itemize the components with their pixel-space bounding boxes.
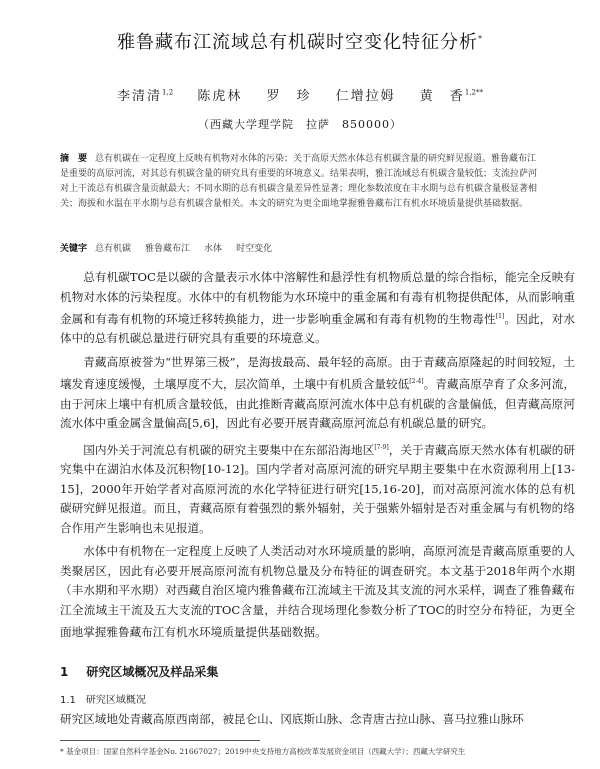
footnote-divider — [60, 740, 260, 741]
author: 陈虎林 — [197, 89, 243, 104]
title-footnote-mark: * — [478, 34, 483, 43]
author: 黄 香$^{1,2**}$ — [419, 88, 483, 104]
footnote: * 基金项目：国家自然科学基金No. 21667027；2019中央支持地方高校改革发展资金项目（西藏大学）；西藏大学研究生 — [60, 747, 466, 756]
paragraph: 国内外关于河流总有机碳的研究主要集中在东部沿海地区[7-9]，关于青藏高原天然水体有机碳的研究集中在湖泊水体及沉积物[10-12]。国内学者对高原河流的研究早期主要集中在水资源利用上[13-15]，2000年开始学者对高原河流的水化学特征进行研究[15,16-20]，而对高原河流水体的总有机碳研究鲜见报道。而且，青藏高原有着强烈的紫外辐射，关于强紫外辐射是否对重金属与有机物的络合作用产生影响也未见报道。 — [60, 442, 575, 535]
citation: [7-9] — [374, 443, 389, 451]
paper-title-text: 雅鲁藏布江流域总有机碳时空变化特征分析 — [117, 32, 478, 53]
author: 仁增拉姆 — [335, 89, 396, 104]
subsection-title: 研究区域概况 — [85, 695, 146, 706]
body-text — [60, 268, 575, 646]
body-last-line: 研究区域地处青藏高原西南部，被昆仑山、冈底斯山脉、念青唐古拉山脉、喜马拉雅山脉环 — [60, 712, 524, 726]
section-title: 研究区域概况及样品采集 — [86, 665, 219, 679]
abstract-text: 总有机碳在一定程度上反映有机物对水体的污染；关于高原天然水体总有机碳含量的研究鲜见报道。雅鲁藏布江是重要的高原河流，对其总有机碳含量的研究具有重要的环境意义。结果表明，雅江流域总有机碳含量较低；支流拉萨河对上干流总有机碳含量贡献最大；不同水期的总有机碳含量差异性显著；理化参数浓度在丰水期与总有机碳含量极显著相关；海拔和水温在平水期与总有机碳含量相关。本文的研究为更全面地掌握雅鲁藏布江有机水环境质量提供基础数据。 — [60, 154, 538, 209]
citation: [2-4] — [409, 378, 424, 386]
paper-title — [0, 28, 600, 54]
subsection-heading — [60, 691, 575, 706]
abstract — [60, 152, 538, 212]
keywords — [60, 242, 538, 257]
author-list — [0, 85, 600, 104]
keyword: 时空变化 — [236, 244, 273, 254]
author: 罗 珍 — [266, 89, 312, 104]
citation: [1] — [495, 313, 505, 320]
paragraph: 总有机碳TOC是以碳的含量表示水体中溶解性和悬浮性有机物质总量的综合指标，能完全反映有机物对水体的污染程度。水体中的有机物能为水环境中的重金属和有毒有机物提供配体，从而影响重金属和有毒有机物的环境迁移转换能力，进一步影响重金属和有毒有机物的生物毒性[1]。因此，对水体中的总有机碳总量进行研究具有重要的环境意义。 — [60, 270, 575, 346]
abstract-label: 摘 要 — [60, 154, 88, 164]
affiliation: （西藏大学理学院 拉萨 850000） — [198, 118, 402, 131]
author: 李清清$^{1,2}$ — [117, 88, 174, 104]
keyword: 雅鲁藏布江 — [145, 244, 191, 254]
paragraph: 青藏高原被誉为“世界第三极”，是海拔最高、最年轻的高原。由于青藏高原隆起的时间较短，土壤发育速度缓慢，土壤厚度不大，层次简单，土壤中有机质含量较低[2-4]。青藏高原孕育了众多河流，由于河床上壤中有机质含量较低，由此推断青藏高原河流水体中总有机碳的含量偏低，但青藏高原河流水体中重金属含量偏高[5,6]，因此有必要开展青藏高原河流总有机碳总量的研究。 — [60, 354, 575, 431]
keywords-label: 关键字 — [60, 244, 88, 254]
subsection-number: 1.1 — [60, 695, 76, 706]
paragraph: 水体中有机物在一定程度上反映了人类活动对水环境质量的影响，高原河流是青藏高原重要的人类聚居区，因此有必要开展高原河流有机物总量及分布特征的调查研究。本文基于2018年两个水期（丰水期和平水期）对西藏自治区境内雅鲁藏布江流域主干流及其支流的河水采样，调查了雅鲁藏布江全流域主干流及五大支流的TOC含量，并结合现场理化参数分析了TOC的时空分布特征，为更全面地掌握雅鲁藏布江有机水环境质量提供基础数据。 — [60, 544, 575, 639]
keyword: 水体 — [204, 244, 223, 254]
section-number: 1 — [60, 665, 69, 679]
section-heading — [60, 663, 575, 680]
keyword: 总有机碳 — [95, 244, 132, 254]
